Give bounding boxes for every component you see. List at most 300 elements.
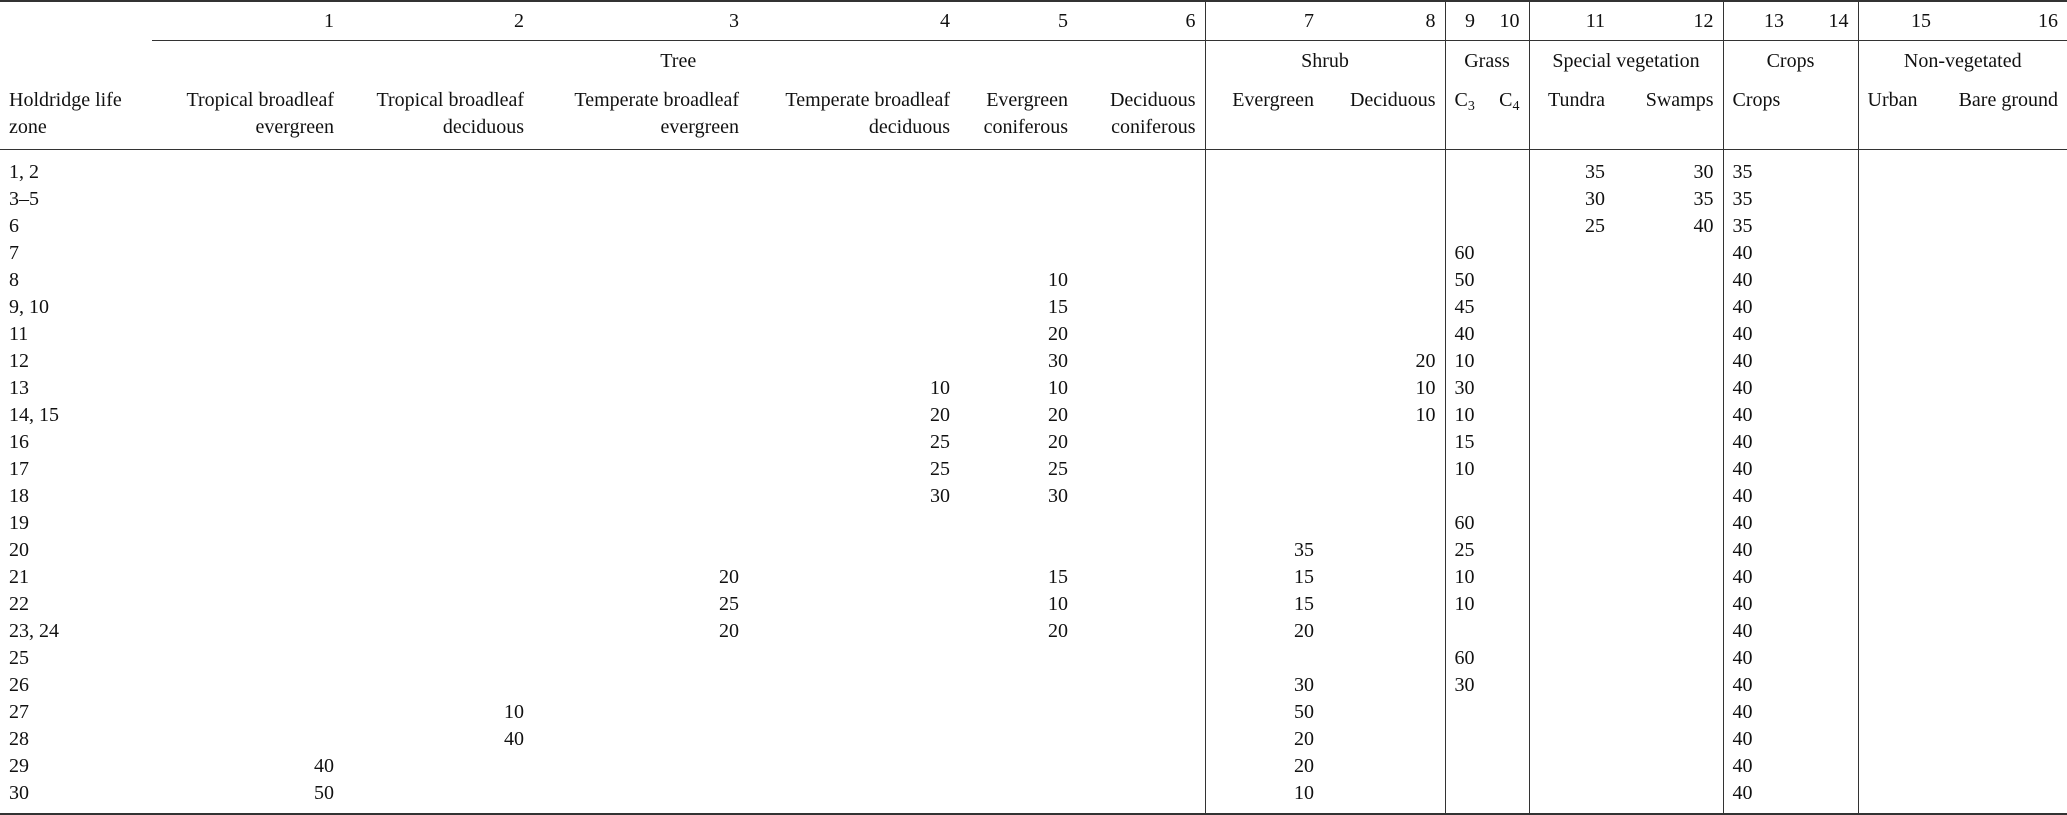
value-cell	[533, 159, 748, 186]
value-cell: 20	[1205, 726, 1323, 753]
value-cell	[1077, 780, 1205, 814]
value-cell: 20	[1048, 620, 1068, 642]
value-cell	[1858, 429, 1940, 456]
value-cell	[1940, 672, 2067, 699]
value-cell	[343, 240, 533, 267]
value-cell	[1940, 537, 2067, 564]
column-name: Deciduous coniferous	[1077, 81, 1205, 150]
column-name	[1793, 81, 1858, 150]
value-cell	[959, 186, 1077, 213]
column-number: 3	[729, 10, 739, 32]
value-cell	[343, 348, 533, 375]
value-cell	[343, 321, 533, 348]
value-cell	[1323, 645, 1445, 672]
value-cell	[1077, 294, 1205, 321]
column-name-c3	[1445, 81, 1484, 150]
value-cell: 20	[719, 620, 739, 642]
value-cell	[1940, 186, 2067, 213]
value-cell	[1793, 645, 1858, 672]
column-number: 15	[1858, 1, 1940, 41]
value-cell	[1529, 402, 1614, 429]
value-cell	[1793, 726, 1858, 753]
value-cell	[748, 753, 959, 780]
value-cell	[533, 348, 748, 375]
value-cell: 10	[1445, 591, 1484, 618]
value-cell: 30	[1445, 375, 1484, 402]
life-zone-cell: 1, 2	[9, 161, 39, 183]
value-cell	[1323, 591, 1445, 618]
table-row	[0, 375, 2067, 402]
value-cell	[748, 780, 959, 814]
value-cell	[1484, 321, 1529, 348]
group-blank	[0, 41, 152, 82]
value-cell	[1484, 618, 1529, 645]
value-cell	[152, 321, 343, 348]
zone-header: Holdridge life zone	[0, 81, 152, 150]
value-cell: 20	[930, 404, 950, 426]
value-cell	[533, 780, 748, 814]
value-cell	[1529, 537, 1614, 564]
value-cell	[343, 672, 533, 699]
value-cell: 20	[1048, 404, 1068, 426]
life-zone-cell: 18	[9, 485, 29, 507]
value-cell	[748, 564, 959, 591]
value-cell	[1940, 402, 2067, 429]
value-cell	[1858, 726, 1940, 753]
life-zone-cell: 13	[9, 377, 29, 399]
value-cell: 10	[1048, 269, 1068, 291]
column-number: 11	[1529, 1, 1614, 41]
value-cell: 40	[1723, 510, 1793, 537]
value-cell	[748, 213, 959, 240]
value-cell	[533, 753, 748, 780]
life-zone-cell: 14, 15	[9, 404, 59, 426]
value-cell: 25	[1529, 213, 1614, 240]
value-cell	[343, 294, 533, 321]
value-cell: 40	[1693, 215, 1714, 237]
value-cell	[1484, 402, 1529, 429]
value-cell	[1858, 753, 1940, 780]
value-cell: 20	[1048, 431, 1068, 453]
value-cell	[343, 564, 533, 591]
table-row	[0, 780, 2067, 814]
value-cell	[1323, 294, 1445, 321]
life-zone-cell: 21	[9, 566, 29, 588]
value-cell: 40	[1723, 402, 1793, 429]
value-cell	[1940, 375, 2067, 402]
value-cell: 40	[314, 755, 334, 777]
value-cell	[1205, 375, 1323, 402]
group-tree: Tree	[152, 41, 1205, 82]
life-zone-cell: 7	[9, 242, 19, 264]
column-name: Evergreen coniferous	[959, 81, 1077, 150]
value-cell: 40	[1723, 780, 1793, 814]
column-name: Temperate broadleaf deciduous	[748, 81, 959, 150]
value-cell	[152, 483, 343, 510]
value-cell: 40	[1445, 321, 1484, 348]
value-cell	[1484, 267, 1529, 294]
value-cell	[1614, 321, 1723, 348]
header-spacer	[0, 150, 2067, 160]
value-cell	[1323, 699, 1445, 726]
life-zone-cell: 30	[9, 782, 29, 804]
value-cell	[152, 726, 343, 753]
value-cell	[1858, 699, 1940, 726]
value-cell	[1793, 510, 1858, 537]
value-cell	[1323, 240, 1445, 267]
table-row	[0, 429, 2067, 456]
value-cell	[1205, 159, 1323, 186]
value-cell: 15	[1048, 296, 1068, 318]
value-cell: 40	[1723, 537, 1793, 564]
value-cell	[1323, 537, 1445, 564]
life-zone-cell: 23, 24	[9, 620, 59, 642]
value-cell	[343, 780, 533, 814]
column-name: Urban	[1858, 81, 1940, 150]
value-cell: 40	[1723, 672, 1793, 699]
value-cell: 40	[1723, 591, 1793, 618]
value-cell	[1529, 645, 1614, 672]
value-cell	[1793, 537, 1858, 564]
value-cell	[343, 591, 533, 618]
value-cell	[1529, 780, 1614, 814]
column-number-blank	[0, 1, 152, 41]
value-cell	[1484, 591, 1529, 618]
column-number: 8	[1425, 10, 1436, 32]
value-cell	[1858, 348, 1940, 375]
value-cell	[1858, 294, 1940, 321]
table-row	[0, 564, 2067, 591]
value-cell	[533, 294, 748, 321]
value-cell	[1484, 672, 1529, 699]
value-cell	[959, 240, 1077, 267]
value-cell: 60	[1445, 240, 1484, 267]
value-cell: 50	[314, 782, 334, 804]
value-cell	[1484, 240, 1529, 267]
value-cell	[1858, 213, 1940, 240]
value-cell	[1529, 267, 1614, 294]
value-cell	[533, 429, 748, 456]
value-cell	[1940, 699, 2067, 726]
column-name: Crops	[1723, 81, 1793, 150]
value-cell	[1940, 348, 2067, 375]
value-cell	[1077, 726, 1205, 753]
column-name: Tropical broadleaf evergreen	[152, 81, 343, 150]
value-cell	[1529, 321, 1614, 348]
table-row	[0, 240, 2067, 267]
value-cell: 35	[1693, 188, 1714, 210]
value-cell	[152, 267, 343, 294]
life-zone-cell: 19	[9, 512, 29, 534]
value-cell	[1205, 321, 1323, 348]
value-cell	[748, 321, 959, 348]
life-zone-cell: 3–5	[9, 188, 39, 210]
life-zone-cell: 11	[9, 323, 29, 345]
value-cell	[152, 429, 343, 456]
value-cell	[748, 267, 959, 294]
value-cell	[959, 726, 1077, 753]
value-cell	[1445, 726, 1484, 753]
value-cell	[343, 510, 533, 537]
value-cell	[1445, 483, 1484, 510]
value-cell	[1940, 726, 2067, 753]
value-cell	[533, 726, 748, 753]
value-cell	[748, 186, 959, 213]
value-cell	[1205, 483, 1323, 510]
value-cell: 40	[1723, 321, 1793, 348]
value-cell	[959, 672, 1077, 699]
value-cell: 30	[1445, 672, 1484, 699]
value-cell	[748, 645, 959, 672]
table-row	[0, 618, 2067, 645]
value-cell	[1484, 456, 1529, 483]
value-cell	[748, 699, 959, 726]
value-cell	[1484, 375, 1529, 402]
value-cell	[533, 321, 748, 348]
value-cell	[1077, 375, 1205, 402]
value-cell	[959, 645, 1077, 672]
value-cell	[1323, 267, 1445, 294]
value-cell	[1793, 186, 1858, 213]
value-cell	[152, 564, 343, 591]
value-cell	[1858, 375, 1940, 402]
value-cell: 10	[1048, 593, 1068, 615]
value-cell	[1793, 699, 1858, 726]
column-number: 16	[2038, 10, 2058, 32]
value-cell	[1205, 456, 1323, 483]
value-cell	[343, 213, 533, 240]
value-cell	[533, 699, 748, 726]
group-header-row	[0, 41, 2067, 82]
table-row	[0, 510, 2067, 537]
value-cell	[748, 510, 959, 537]
value-cell	[152, 294, 343, 321]
value-cell: 35	[1205, 537, 1323, 564]
value-cell	[1077, 753, 1205, 780]
table-row	[0, 726, 2067, 753]
value-cell: 35	[1723, 159, 1793, 186]
value-cell	[1858, 186, 1940, 213]
value-cell	[1323, 186, 1445, 213]
value-cell	[343, 375, 533, 402]
value-cell	[533, 672, 748, 699]
value-cell	[1614, 429, 1723, 456]
table-row	[0, 753, 2067, 780]
value-cell	[152, 537, 343, 564]
value-cell	[1793, 753, 1858, 780]
value-cell: 20	[1205, 618, 1323, 645]
value-cell	[152, 618, 343, 645]
value-cell	[1205, 186, 1323, 213]
value-cell	[343, 429, 533, 456]
column-name: Swamps	[1614, 81, 1723, 150]
value-cell	[1614, 699, 1723, 726]
table-row	[0, 699, 2067, 726]
value-cell: 10	[1445, 456, 1484, 483]
value-cell	[1529, 375, 1614, 402]
value-cell	[748, 348, 959, 375]
value-cell	[1077, 402, 1205, 429]
value-cell	[1445, 213, 1484, 240]
grass-c-letter: C	[1499, 89, 1513, 111]
value-cell	[1484, 213, 1529, 240]
group-grass: Grass	[1445, 41, 1529, 82]
life-zone-cell: 20	[9, 539, 29, 561]
value-cell	[1484, 780, 1529, 814]
value-cell	[1205, 294, 1323, 321]
table-row	[0, 267, 2067, 294]
value-cell	[1529, 564, 1614, 591]
value-cell: 10	[1415, 404, 1436, 426]
value-cell: 40	[1723, 267, 1793, 294]
value-cell	[1484, 753, 1529, 780]
value-cell	[1940, 267, 2067, 294]
value-cell	[1858, 645, 1940, 672]
value-cell: 30	[1529, 186, 1614, 213]
value-cell	[1529, 753, 1614, 780]
column-number: 5	[1058, 10, 1068, 32]
value-cell	[343, 483, 533, 510]
value-cell	[1940, 429, 2067, 456]
value-cell	[1529, 294, 1614, 321]
column-name-row	[0, 81, 2067, 150]
value-cell: 35	[1529, 159, 1614, 186]
value-cell	[1077, 159, 1205, 186]
value-cell: 60	[1445, 645, 1484, 672]
value-cell	[1940, 240, 2067, 267]
value-cell: 25	[930, 458, 950, 480]
value-cell	[1793, 294, 1858, 321]
value-cell	[1323, 456, 1445, 483]
column-number: 14	[1828, 10, 1849, 32]
value-cell	[152, 591, 343, 618]
column-name: Deciduous	[1323, 81, 1445, 150]
table-row	[0, 672, 2067, 699]
value-cell	[1529, 618, 1614, 645]
value-cell	[343, 537, 533, 564]
value-cell	[959, 699, 1077, 726]
value-cell: 60	[1445, 510, 1484, 537]
value-cell	[1484, 429, 1529, 456]
table-row	[0, 186, 2067, 213]
value-cell: 40	[1723, 726, 1793, 753]
value-cell: 15	[1445, 429, 1484, 456]
value-cell	[152, 375, 343, 402]
value-cell	[1858, 159, 1940, 186]
table-row	[0, 159, 2067, 186]
value-cell	[1793, 456, 1858, 483]
value-cell	[1484, 186, 1529, 213]
value-cell	[748, 672, 959, 699]
column-number: 12	[1693, 10, 1714, 32]
value-cell: 50	[1205, 699, 1323, 726]
value-cell: 40	[1723, 456, 1793, 483]
value-cell	[1614, 456, 1723, 483]
table-row	[0, 537, 2067, 564]
value-cell	[1940, 618, 2067, 645]
value-cell	[748, 294, 959, 321]
value-cell	[1529, 591, 1614, 618]
value-cell: 45	[1445, 294, 1484, 321]
value-cell	[1940, 564, 2067, 591]
life-zone-cell: 12	[9, 350, 29, 372]
value-cell	[1323, 672, 1445, 699]
value-cell	[1614, 375, 1723, 402]
group-crops: Crops	[1723, 41, 1858, 82]
column-number: 4	[940, 10, 950, 32]
value-cell: 40	[1723, 753, 1793, 780]
value-cell	[1445, 753, 1484, 780]
value-cell	[533, 186, 748, 213]
value-cell	[959, 159, 1077, 186]
value-cell: 10	[1445, 564, 1484, 591]
value-cell	[343, 456, 533, 483]
life-zone-cell: 6	[9, 215, 19, 237]
value-cell	[1940, 456, 2067, 483]
value-cell	[1205, 429, 1323, 456]
value-cell	[1484, 726, 1529, 753]
value-cell	[1529, 456, 1614, 483]
group-shrub: Shrub	[1205, 41, 1445, 82]
value-cell	[1205, 348, 1323, 375]
value-cell	[1077, 240, 1205, 267]
value-cell	[1940, 591, 2067, 618]
value-cell	[1858, 780, 1940, 814]
value-cell	[152, 402, 343, 429]
value-cell	[1323, 780, 1445, 814]
value-cell	[748, 537, 959, 564]
value-cell	[1323, 564, 1445, 591]
value-cell	[1940, 510, 2067, 537]
table-row	[0, 321, 2067, 348]
value-cell	[1793, 375, 1858, 402]
value-cell	[343, 402, 533, 429]
value-cell	[959, 213, 1077, 240]
value-cell	[1529, 510, 1614, 537]
value-cell: 30	[1693, 161, 1714, 183]
value-cell	[1614, 645, 1723, 672]
value-cell: 40	[1723, 375, 1793, 402]
value-cell	[1614, 267, 1723, 294]
value-cell	[1614, 672, 1723, 699]
value-cell	[1940, 483, 2067, 510]
value-cell: 20	[1048, 323, 1068, 345]
value-cell	[152, 699, 343, 726]
table-row	[0, 645, 2067, 672]
column-number: 2	[514, 10, 524, 32]
value-cell: 10	[1445, 348, 1484, 375]
column-name-c4	[1484, 81, 1529, 150]
value-cell: 30	[1205, 672, 1323, 699]
value-cell	[1445, 159, 1484, 186]
value-cell	[1793, 672, 1858, 699]
life-zone-cell: 16	[9, 431, 29, 453]
value-cell	[1614, 537, 1723, 564]
value-cell: 40	[1723, 699, 1793, 726]
value-cell	[1940, 321, 2067, 348]
value-cell	[533, 483, 748, 510]
value-cell	[533, 537, 748, 564]
value-cell	[1484, 645, 1529, 672]
value-cell	[1940, 780, 2067, 814]
column-name: Tropical broadleaf deciduous	[343, 81, 533, 150]
value-cell: 40	[1723, 429, 1793, 456]
value-cell	[1323, 159, 1445, 186]
value-cell	[1858, 321, 1940, 348]
value-cell	[1077, 348, 1205, 375]
value-cell: 10	[504, 701, 524, 723]
value-cell	[1614, 510, 1723, 537]
